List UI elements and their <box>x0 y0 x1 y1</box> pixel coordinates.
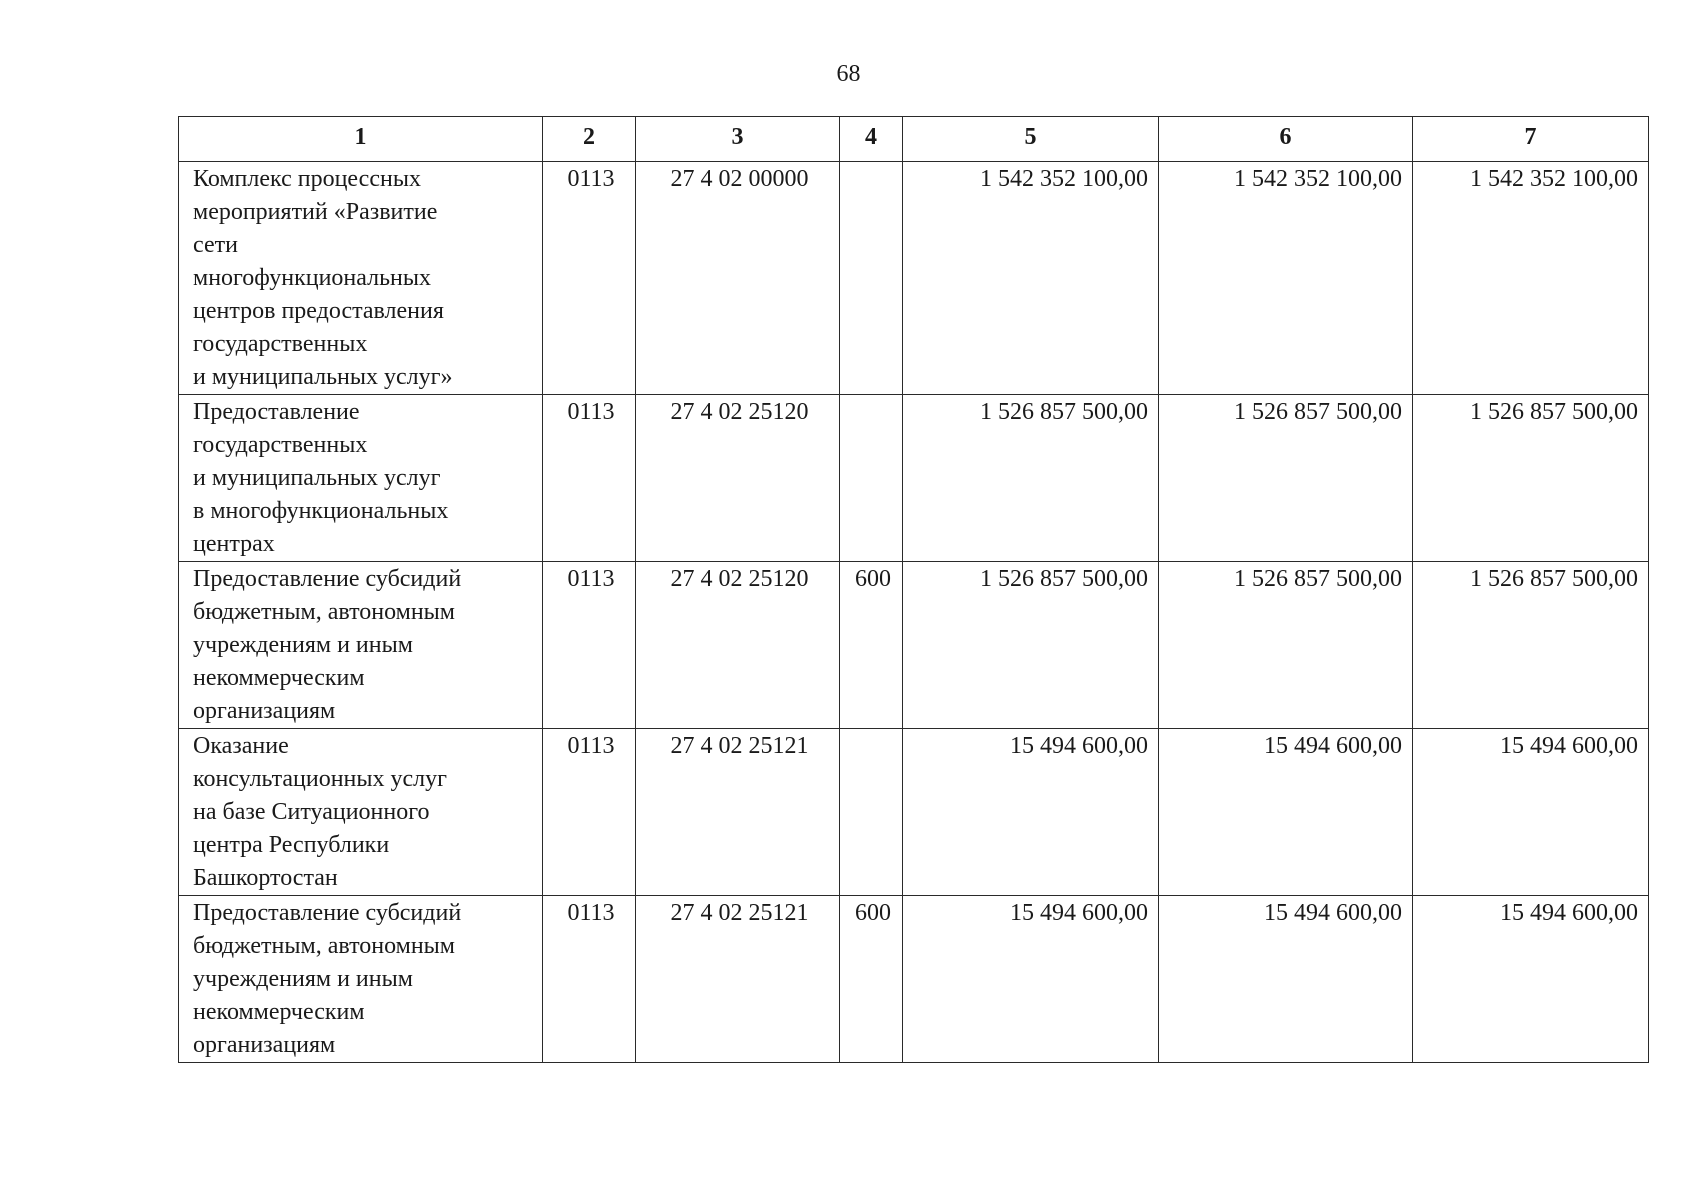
amount-cell-col6: 1 542 352 100,00 <box>1159 162 1413 395</box>
amount-cell-col5: 1 542 352 100,00 <box>903 162 1159 395</box>
amount-cell-col5: 1 526 857 500,00 <box>903 395 1159 562</box>
section-code-cell: 0113 <box>543 395 636 562</box>
page-number: 68 <box>836 61 861 87</box>
table-row <box>179 162 1649 395</box>
column-header: 6 <box>1159 117 1413 162</box>
column-header: 2 <box>543 117 636 162</box>
column-header: 1 <box>179 117 543 162</box>
target-code-cell: 27 4 02 25120 <box>636 395 840 562</box>
row-name-cell: Предоставление государственных и муниципальных услуг в многофункциональных центрах <box>179 395 543 562</box>
column-header: 7 <box>1413 117 1649 162</box>
amount-cell-col5: 15 494 600,00 <box>903 729 1159 896</box>
amount-cell-col5: 1 526 857 500,00 <box>903 562 1159 729</box>
amount-cell-col7: 1 526 857 500,00 <box>1413 562 1649 729</box>
amount-cell-col6: 1 526 857 500,00 <box>1159 562 1413 729</box>
row-name-cell: Предоставление субсидий бюджетным, автономным учреждениям и иным некоммерческим организациям <box>179 562 543 729</box>
column-header: 5 <box>903 117 1159 162</box>
row-name-cell: Комплекс процессных мероприятий «Развитие сети многофункциональных центров предоставления государственных и муниципальных услуг» <box>179 162 543 395</box>
table-row <box>179 896 1649 1063</box>
section-code-cell: 0113 <box>543 896 636 1063</box>
expense-type-cell <box>840 729 903 896</box>
row-name-cell: Предоставление субсидий бюджетным, автономным учреждениям и иным некоммерческим организациям <box>179 896 543 1063</box>
target-code-cell: 27 4 02 00000 <box>636 162 840 395</box>
amount-cell-col7: 15 494 600,00 <box>1413 729 1649 896</box>
section-code-cell: 0113 <box>543 729 636 896</box>
amount-cell-col6: 15 494 600,00 <box>1159 729 1413 896</box>
section-code-cell: 0113 <box>543 162 636 395</box>
table-row <box>179 562 1649 729</box>
amount-cell-col7: 1 542 352 100,00 <box>1413 162 1649 395</box>
column-header: 4 <box>840 117 903 162</box>
amount-cell-col7: 15 494 600,00 <box>1413 896 1649 1063</box>
target-code-cell: 27 4 02 25120 <box>636 562 840 729</box>
table-row <box>179 395 1649 562</box>
table-body <box>179 162 1649 1063</box>
expense-type-cell: 600 <box>840 896 903 1063</box>
amount-cell-col6: 1 526 857 500,00 <box>1159 395 1413 562</box>
amount-cell-col7: 1 526 857 500,00 <box>1413 395 1649 562</box>
amount-cell-col6: 15 494 600,00 <box>1159 896 1413 1063</box>
expense-type-cell <box>840 395 903 562</box>
column-header: 3 <box>636 117 840 162</box>
budget-table <box>178 116 1649 1063</box>
target-code-cell: 27 4 02 25121 <box>636 729 840 896</box>
target-code-cell: 27 4 02 25121 <box>636 896 840 1063</box>
table-header <box>179 117 1649 162</box>
amount-cell-col5: 15 494 600,00 <box>903 896 1159 1063</box>
row-name-cell: Оказание консультационных услуг на базе Ситуационного центра Республики Башкортостан <box>179 729 543 896</box>
expense-type-cell <box>840 162 903 395</box>
expense-type-cell: 600 <box>840 562 903 729</box>
header-row <box>179 117 1649 162</box>
table-row <box>179 729 1649 896</box>
section-code-cell: 0113 <box>543 562 636 729</box>
